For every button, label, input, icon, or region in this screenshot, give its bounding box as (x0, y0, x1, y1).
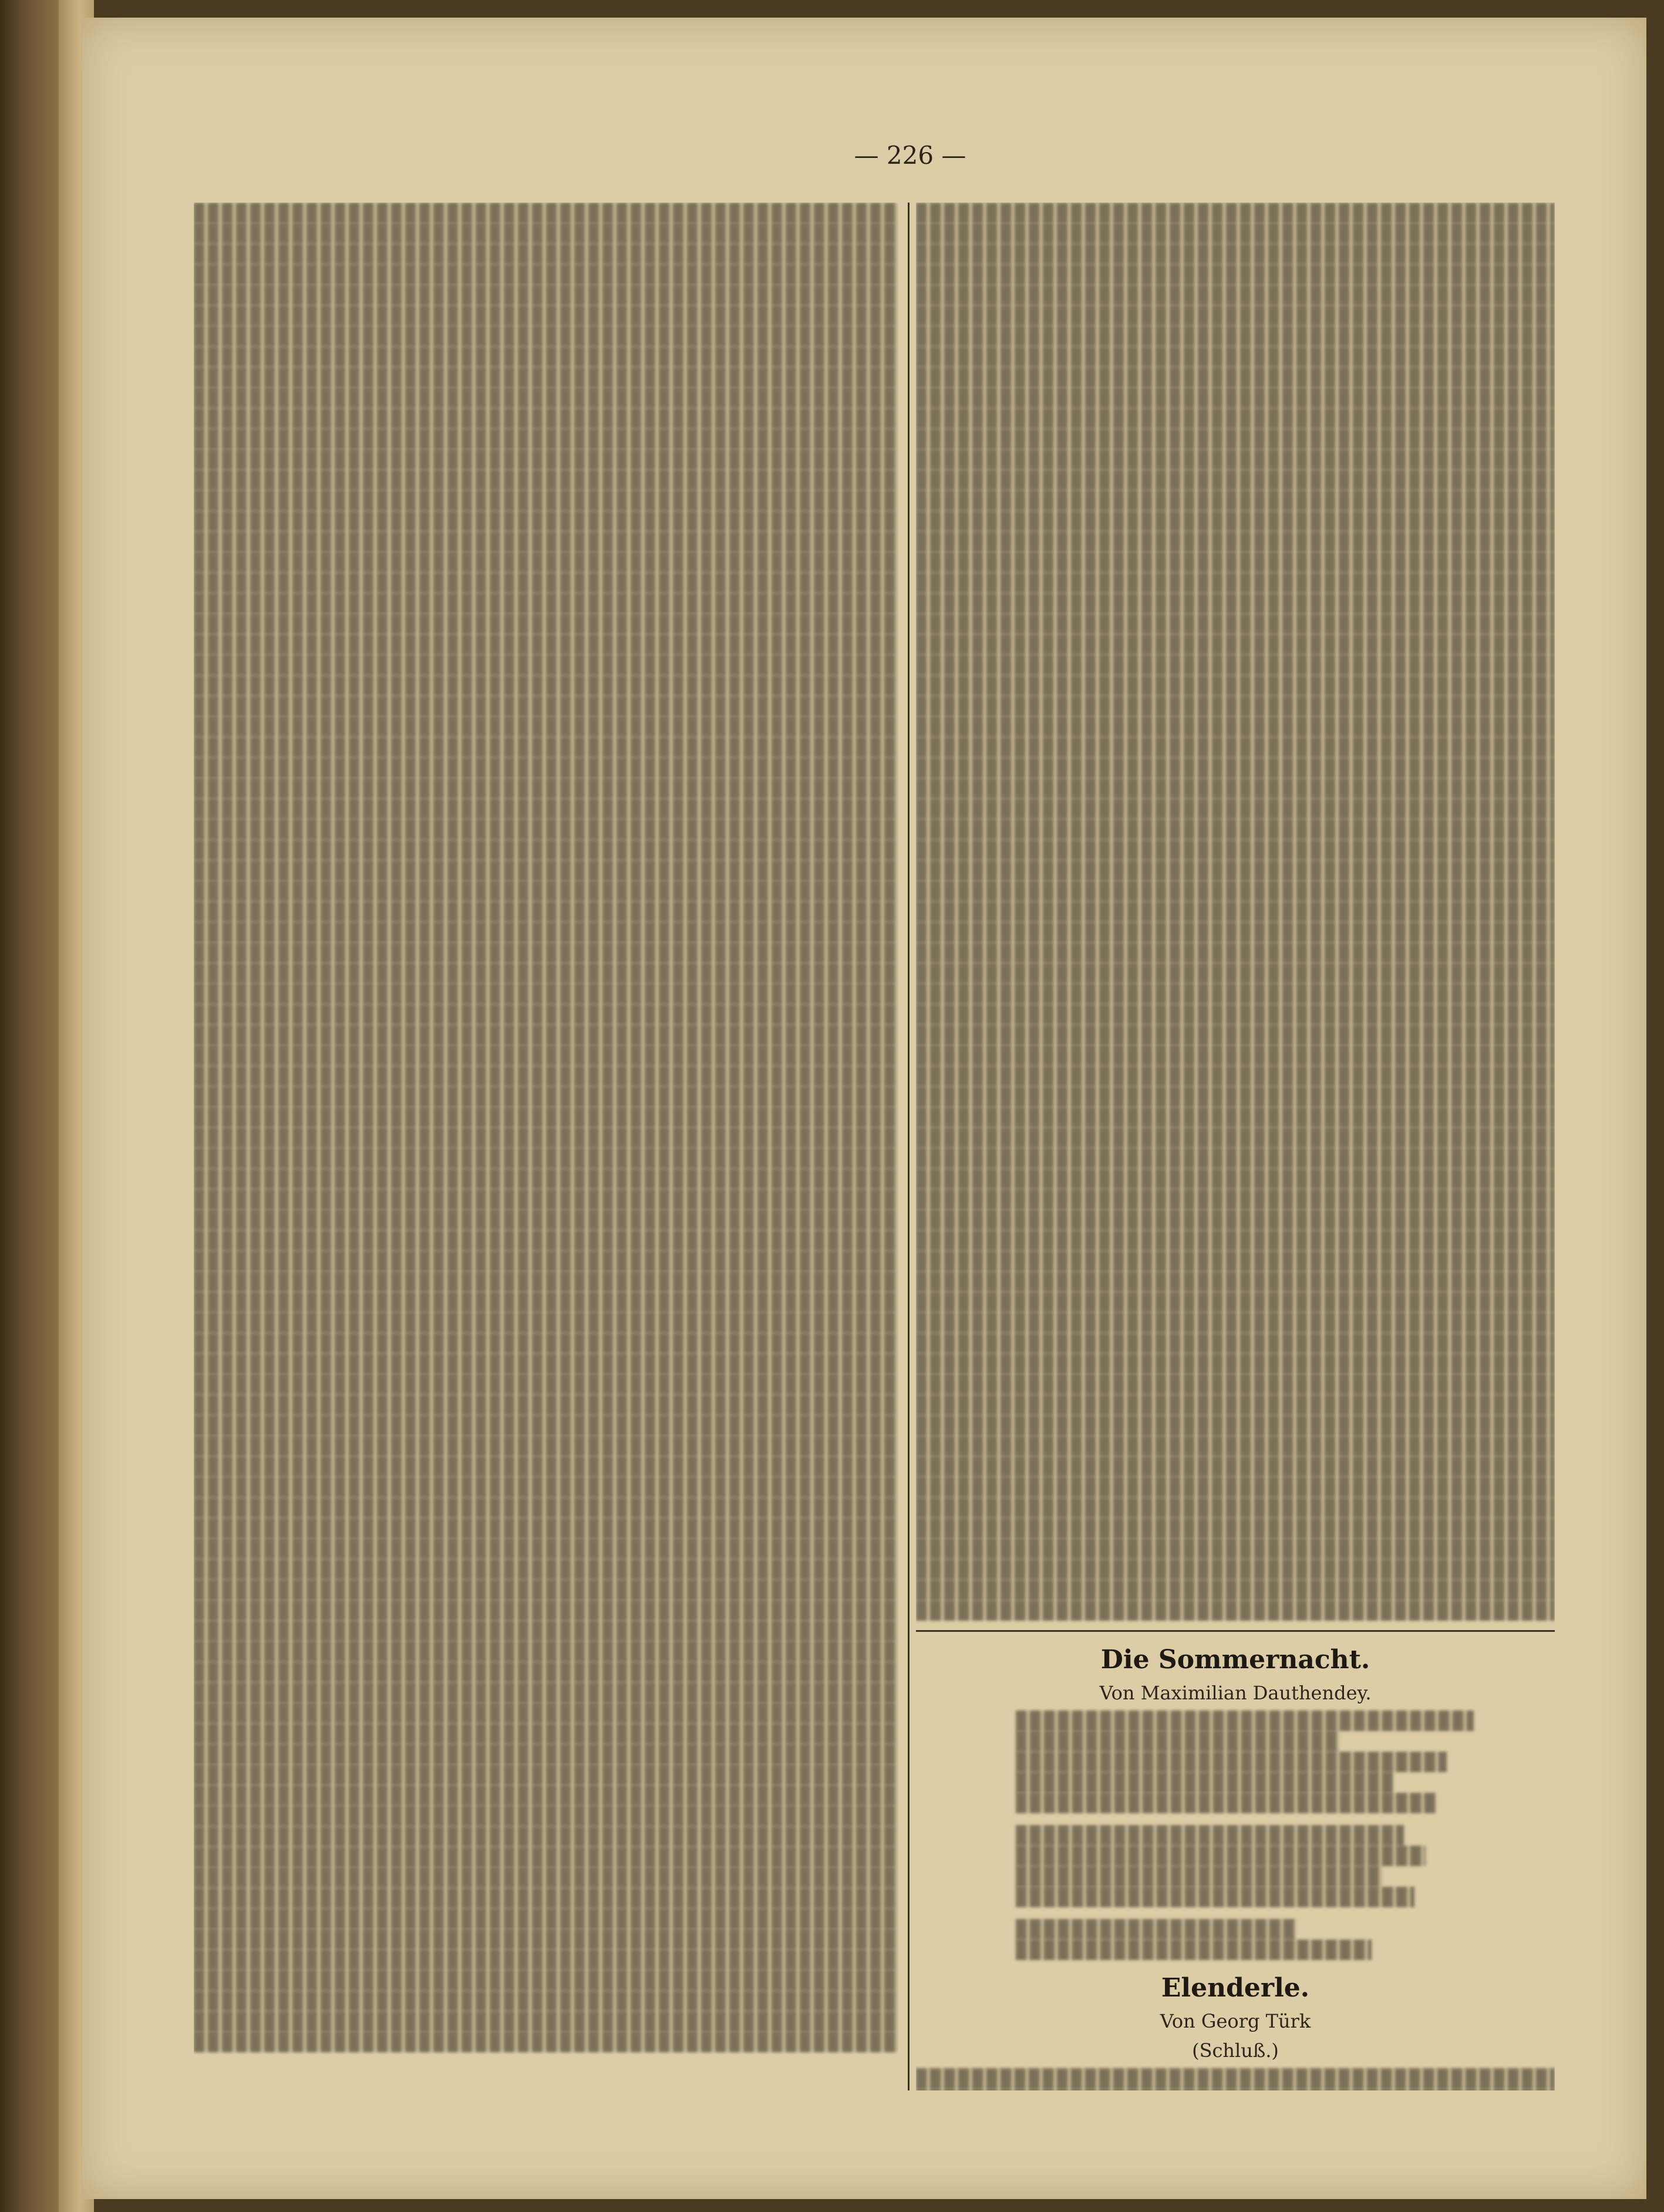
section-rule (916, 1630, 1555, 1632)
right-column-body (916, 203, 1555, 1621)
story-byline: Von Georg Türk (1160, 2010, 1311, 2032)
column-divider (908, 203, 910, 2090)
story-subtitle: (Schluß.) (1192, 2039, 1279, 2062)
poem-stanza (1016, 1711, 1555, 1813)
story-body (916, 2068, 1555, 2090)
story-title: Elenderle. (1161, 1973, 1310, 2003)
poem-stanza (1016, 1919, 1555, 1960)
poem-byline: Von Maximilian Dauthendey. (1099, 1682, 1372, 1704)
poem-body (916, 1711, 1555, 1960)
poem-stanza (1016, 1825, 1555, 1907)
poem-title: Die Sommernacht. (1100, 1645, 1370, 1675)
page-number: — 226 — (854, 141, 966, 170)
right-column (916, 203, 1555, 2090)
left-column-body (194, 203, 898, 2052)
book-spine (0, 0, 59, 2212)
left-column (194, 203, 898, 2090)
